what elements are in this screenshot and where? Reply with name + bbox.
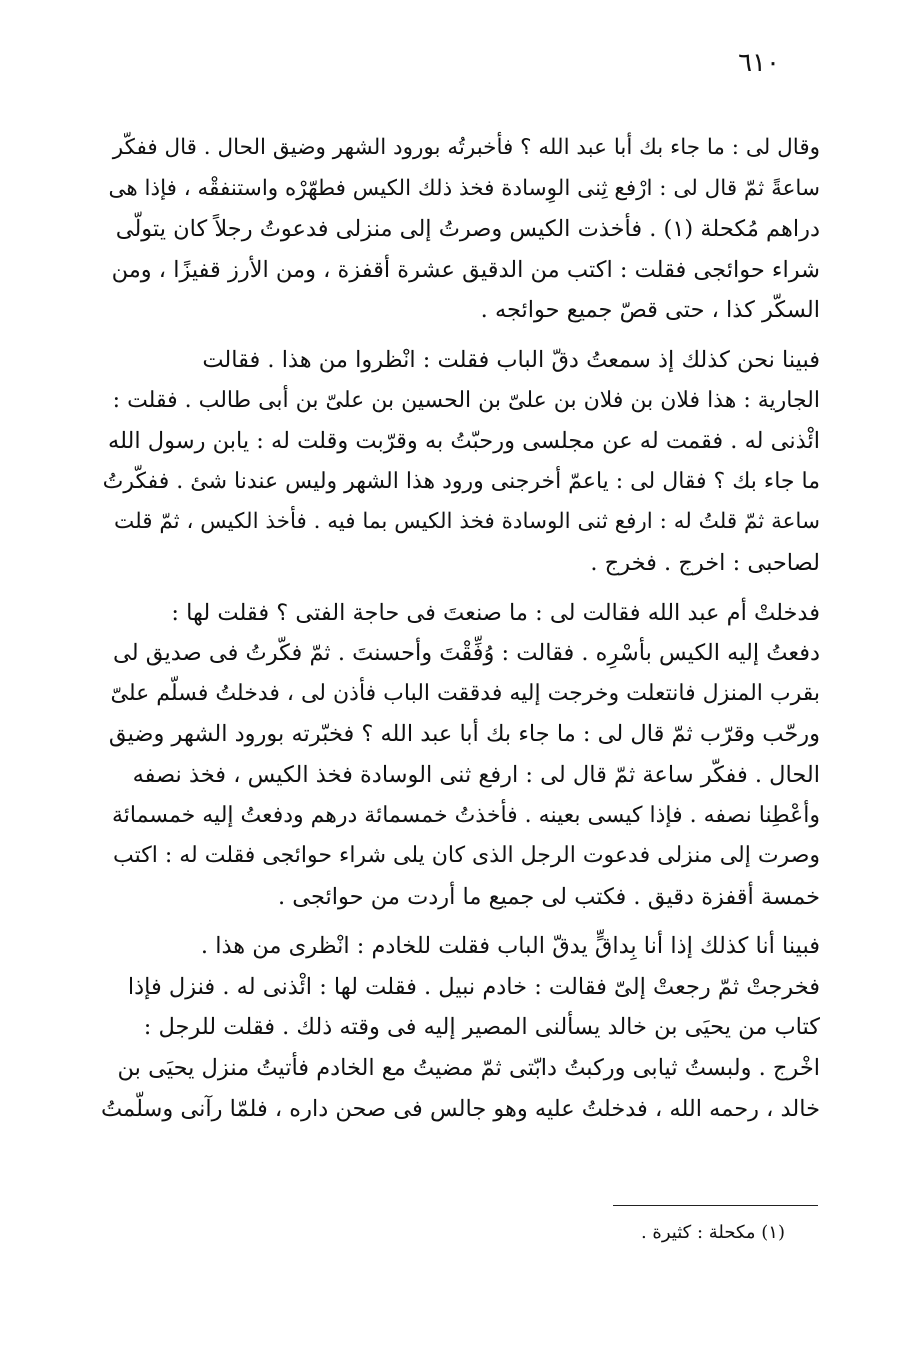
footnote: (١) مكحلة : كثيرة . [640,1222,785,1243]
text-line: وقال لى : ما جاء بك أبا عبد الله ؟ فأخبرتُه بورود الشهر وضيق الحال . قال ففكّر [112,135,820,160]
text-line: ساعةً ثمّ قال لى : ارْفع ثِنى الوِسادة فخذ ذلك الكيس فطهّرْه واستنفقْه ، فإذا هى [108,175,820,201]
footnote-divider [613,1205,818,1206]
text-line: فبينا أنا كذلك إذا أنا بِداقٍّ يدقّ الباب فقلت للخادم : انْظرى من هذا . [200,933,820,960]
text-line: بقرب المنزل فانتعلت وخرجت إليه فدققت الباب فأذن لى ، فدخلتُ فسلّم علىّ [110,680,820,706]
text-line: خمسة أقفزة دقيق . فكتب لى جميع ما أردت من حوائجى . [277,883,820,910]
paragraph [100,340,820,584]
text-line: اخْرج . ولبستُ ثيابى وركبتُ دابّتى ثمّ مضيتُ مع الخادم فأتيتُ منزل يحيَى بن [117,1055,820,1082]
page-body [100,128,820,1138]
text-line: فبينا نحن كذلك إذ سمعتُ دقّ الباب فقلت : انْظروا من هذا . فقالت [202,346,820,373]
text-line: وأعْطِنا نصفه . فإذا كيسى بعينه . فأخذتُ خمسمائة درهم ودفعتُ إليه خمسمائة [111,802,820,828]
paragraph [100,926,820,1129]
text-line: دراهم مُكحلة (١) . فأخذت الكيس وصرتُ إلى منزلى فدعوتُ رجلاً كان يتولّى [115,216,820,243]
text-line: الحال . ففكّر ساعة ثمّ قال لى : ارفع ثنى الوسادة فخذ الكيس ، فخذ نصفه [132,761,820,788]
text-line: فدخلتْ أم عبد الله فقالت لى : ما صنعتَ فى حاجة الفتى ؟ فقلت لها : [171,599,820,626]
text-line: ساعة ثمّ قلتُ له : ارفع ثنى الوسادة فخذ الكيس بما فيه . فأخذ الكيس ، ثمّ قلت [114,509,820,535]
paragraph [100,128,820,331]
text-line: فخرجتْ ثمّ رجعتْ إلىّ فقالت : خادم نبيل . فقلت لها : ائْذنى له . فنزل فإذا [127,973,820,1000]
text-line: كتاب من يحيَى بن خالد يسألنى المصير إليه فى وقته ذلك . فقلت للرجل : [143,1014,820,1041]
text-line: لصاحبى : اخرج . فخرج . [590,549,820,576]
text-line: ورحّب وقرّب ثمّ قال لى : ما جاء بك أبا عبد الله ؟ فخبّرته بورود الشهر وضيق [108,721,820,748]
paragraph [100,593,820,918]
text-line: خالد ، رحمه الله ، فدخلتُ عليه وهو جالس فى صحن داره ، فلمّا رآنى وسلّمتُ [100,1095,820,1122]
text-line: ائْذنى له . فقمت له عن مجلسى ورحبّتُ به وقرّبت وقلت له : يابن رسول الله [108,428,820,455]
text-line: الجارية : هذا فلان بن فلان بن علىّ بن الحسين بن علىّ بن أبى طالب . فقلت : [112,387,820,413]
page-number: ٦١٠ [738,48,780,78]
text-line: دفعتُ إليه الكيس بأسْرِه . فقالت : وُفِّقْتَ وأحسنتَ . ثمّ فكّرتُ فى صديق لى [113,640,820,667]
text-line: شراء حوائجى فقلت : اكتب من الدقيق عشرة أقفزة ، ومن الأرز قفيزًا ، ومن [111,256,820,283]
text-line: السكّر كذا ، حتى قصّ جميع حوائجه . [480,297,820,324]
text-line: وصرت إلى منزلى فدعوت الرجل الذى كان يلى شراء حوائجى فقلت له : اكتب [113,843,820,869]
text-line: ما جاء بك ؟ فقال لى : ياعمّ أخرجنى ورود هذا الشهر وليس عندنا شئ . ففكّرتُ [102,468,820,494]
